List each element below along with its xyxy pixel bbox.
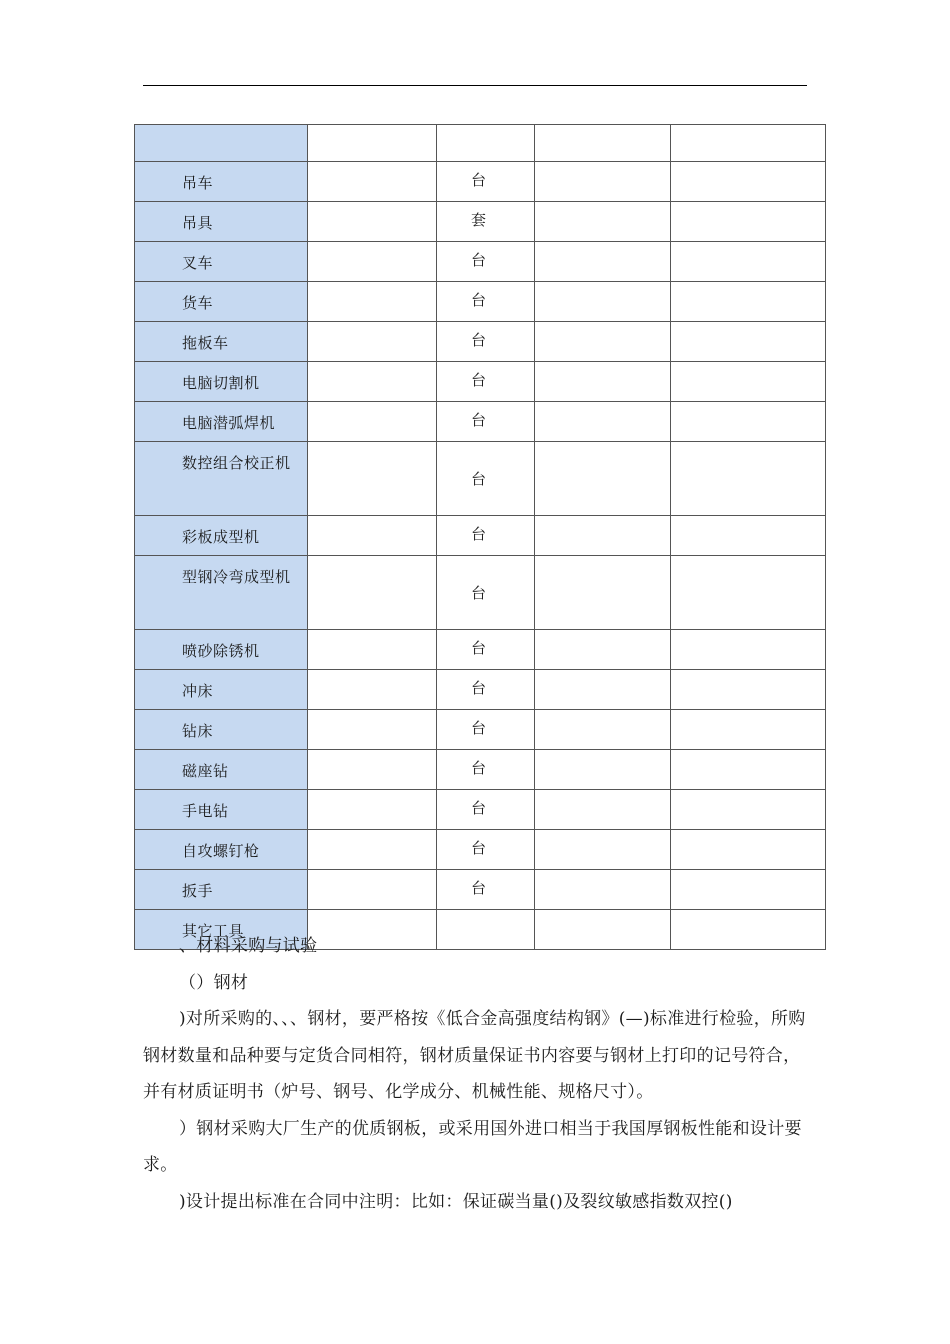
table-cell	[671, 830, 826, 870]
equipment-name: 拖板车	[135, 322, 308, 362]
equipment-unit: 台	[437, 516, 535, 556]
header-cell-2	[308, 125, 437, 162]
table-row	[135, 556, 826, 630]
table-cell	[535, 556, 671, 630]
equipment-name: 冲床	[135, 670, 308, 710]
table-row	[135, 402, 826, 442]
table-row	[135, 362, 826, 402]
equipment-name: 扳手	[135, 870, 308, 910]
equipment-unit: 台	[437, 242, 535, 282]
table-cell	[308, 516, 437, 556]
table-cell	[535, 516, 671, 556]
equipment-name: 喷砂除锈机	[135, 630, 308, 670]
table-row	[135, 710, 826, 750]
equipment-unit: 台	[437, 556, 535, 630]
table-cell	[671, 630, 826, 670]
table-cell	[535, 830, 671, 870]
table-cell	[671, 670, 826, 710]
table-cell	[671, 282, 826, 322]
table-cell	[671, 322, 826, 362]
table-cell	[535, 362, 671, 402]
equipment-unit: 台	[437, 162, 535, 202]
table-row	[135, 790, 826, 830]
table-row	[135, 750, 826, 790]
table-row	[135, 322, 826, 362]
table-cell	[671, 202, 826, 242]
table-cell	[671, 162, 826, 202]
equipment-name: 数控组合校正机	[135, 442, 308, 516]
equipment-unit: 台	[437, 870, 535, 910]
table-cell	[308, 202, 437, 242]
header-cell-3	[437, 125, 535, 162]
table-cell	[535, 870, 671, 910]
equipment-unit: 台	[437, 830, 535, 870]
equipment-name: 电脑切割机	[135, 362, 308, 402]
header-cell-name	[135, 125, 308, 162]
table-cell	[671, 362, 826, 402]
table-cell	[535, 670, 671, 710]
table-cell	[671, 442, 826, 516]
table-cell	[535, 750, 671, 790]
table-cell	[308, 402, 437, 442]
table-cell	[308, 670, 437, 710]
table-row	[135, 162, 826, 202]
table-cell	[535, 202, 671, 242]
table-cell	[535, 442, 671, 516]
table-cell	[308, 322, 437, 362]
table-row	[135, 242, 826, 282]
header-cell-4	[535, 125, 671, 162]
table-cell	[308, 830, 437, 870]
table-cell	[671, 242, 826, 282]
equipment-name: 型钢冷弯成型机	[135, 556, 308, 630]
table-cell	[671, 750, 826, 790]
equipment-unit: 台	[437, 670, 535, 710]
table-cell	[671, 710, 826, 750]
equipment-name: 吊具	[135, 202, 308, 242]
paragraph-1: )对所采购的、、、钢材，要严格按《低合金高强度结构钢》(—)标准进行检验，所购钢材数量和品种要与定货合同相符，钢材质量保证书内容要与钢材上打印的记号符合，并有材质证明书（炉号、钢号、化学成分、机械性能、规格尺寸）。	[143, 1009, 806, 1102]
table-cell	[671, 556, 826, 630]
table-cell	[308, 750, 437, 790]
equipment-name: 叉车	[135, 242, 308, 282]
equipment-name: 钻床	[135, 710, 308, 750]
table-row	[135, 870, 826, 910]
table-row	[135, 202, 826, 242]
table-cell	[535, 630, 671, 670]
table-cell	[535, 282, 671, 322]
table-cell	[671, 402, 826, 442]
header-rule	[143, 85, 807, 86]
equipment-name: 吊车	[135, 162, 308, 202]
table-cell	[308, 790, 437, 830]
equipment-unit: 台	[437, 442, 535, 516]
equipment-unit: 台	[437, 322, 535, 362]
header-cell-5	[671, 125, 826, 162]
table-cell	[671, 870, 826, 910]
table-cell	[308, 282, 437, 322]
equipment-unit: 台	[437, 282, 535, 322]
equipment-table	[134, 124, 826, 950]
table-cell	[671, 790, 826, 830]
equipment-name: 货车	[135, 282, 308, 322]
equipment-name: 磁座钻	[135, 750, 308, 790]
table-cell	[308, 442, 437, 516]
table-row	[135, 670, 826, 710]
equipment-name: 自攻螺钉枪	[135, 830, 308, 870]
section-heading: 、材料采购与试验	[179, 936, 318, 956]
equipment-name: 电脑潜弧焊机	[135, 402, 308, 442]
equipment-unit: 套	[437, 202, 535, 242]
sub-heading: （）钢材	[179, 972, 249, 993]
table-header-row	[135, 125, 826, 162]
table-cell	[308, 630, 437, 670]
table-cell	[671, 516, 826, 556]
table-cell	[308, 362, 437, 402]
paragraph-3: )设计提出标准在合同中注明：比如：保证碳当量()及裂纹敏感指数双控()	[179, 1191, 733, 1212]
table-cell	[535, 162, 671, 202]
table-row	[135, 516, 826, 556]
equipment-name: 彩板成型机	[135, 516, 308, 556]
equipment-name: 手电钻	[135, 790, 308, 830]
table-cell	[308, 870, 437, 910]
equipment-unit: 台	[437, 790, 535, 830]
table-cell	[535, 710, 671, 750]
equipment-name: 其它工具	[135, 910, 308, 950]
table-cell	[535, 322, 671, 362]
equipment-unit: 台	[437, 630, 535, 670]
table-row	[135, 630, 826, 670]
table-cell	[308, 556, 437, 630]
equipment-unit: 台	[437, 710, 535, 750]
equipment-unit: 台	[437, 402, 535, 442]
table-row	[135, 830, 826, 870]
equipment-unit: 台	[437, 750, 535, 790]
body-text	[143, 928, 813, 1220]
table-row	[135, 442, 826, 516]
equipment-unit: 台	[437, 362, 535, 402]
table-cell	[308, 242, 437, 282]
table-cell	[535, 402, 671, 442]
table-cell	[308, 710, 437, 750]
table-cell	[535, 242, 671, 282]
table-row	[135, 282, 826, 322]
table-cell	[535, 790, 671, 830]
table-cell	[308, 162, 437, 202]
paragraph-2: ）钢材采购大厂生产的优质钢板，或采用国外进口相当于我国厚钢板性能和设计要求。	[143, 1118, 802, 1175]
